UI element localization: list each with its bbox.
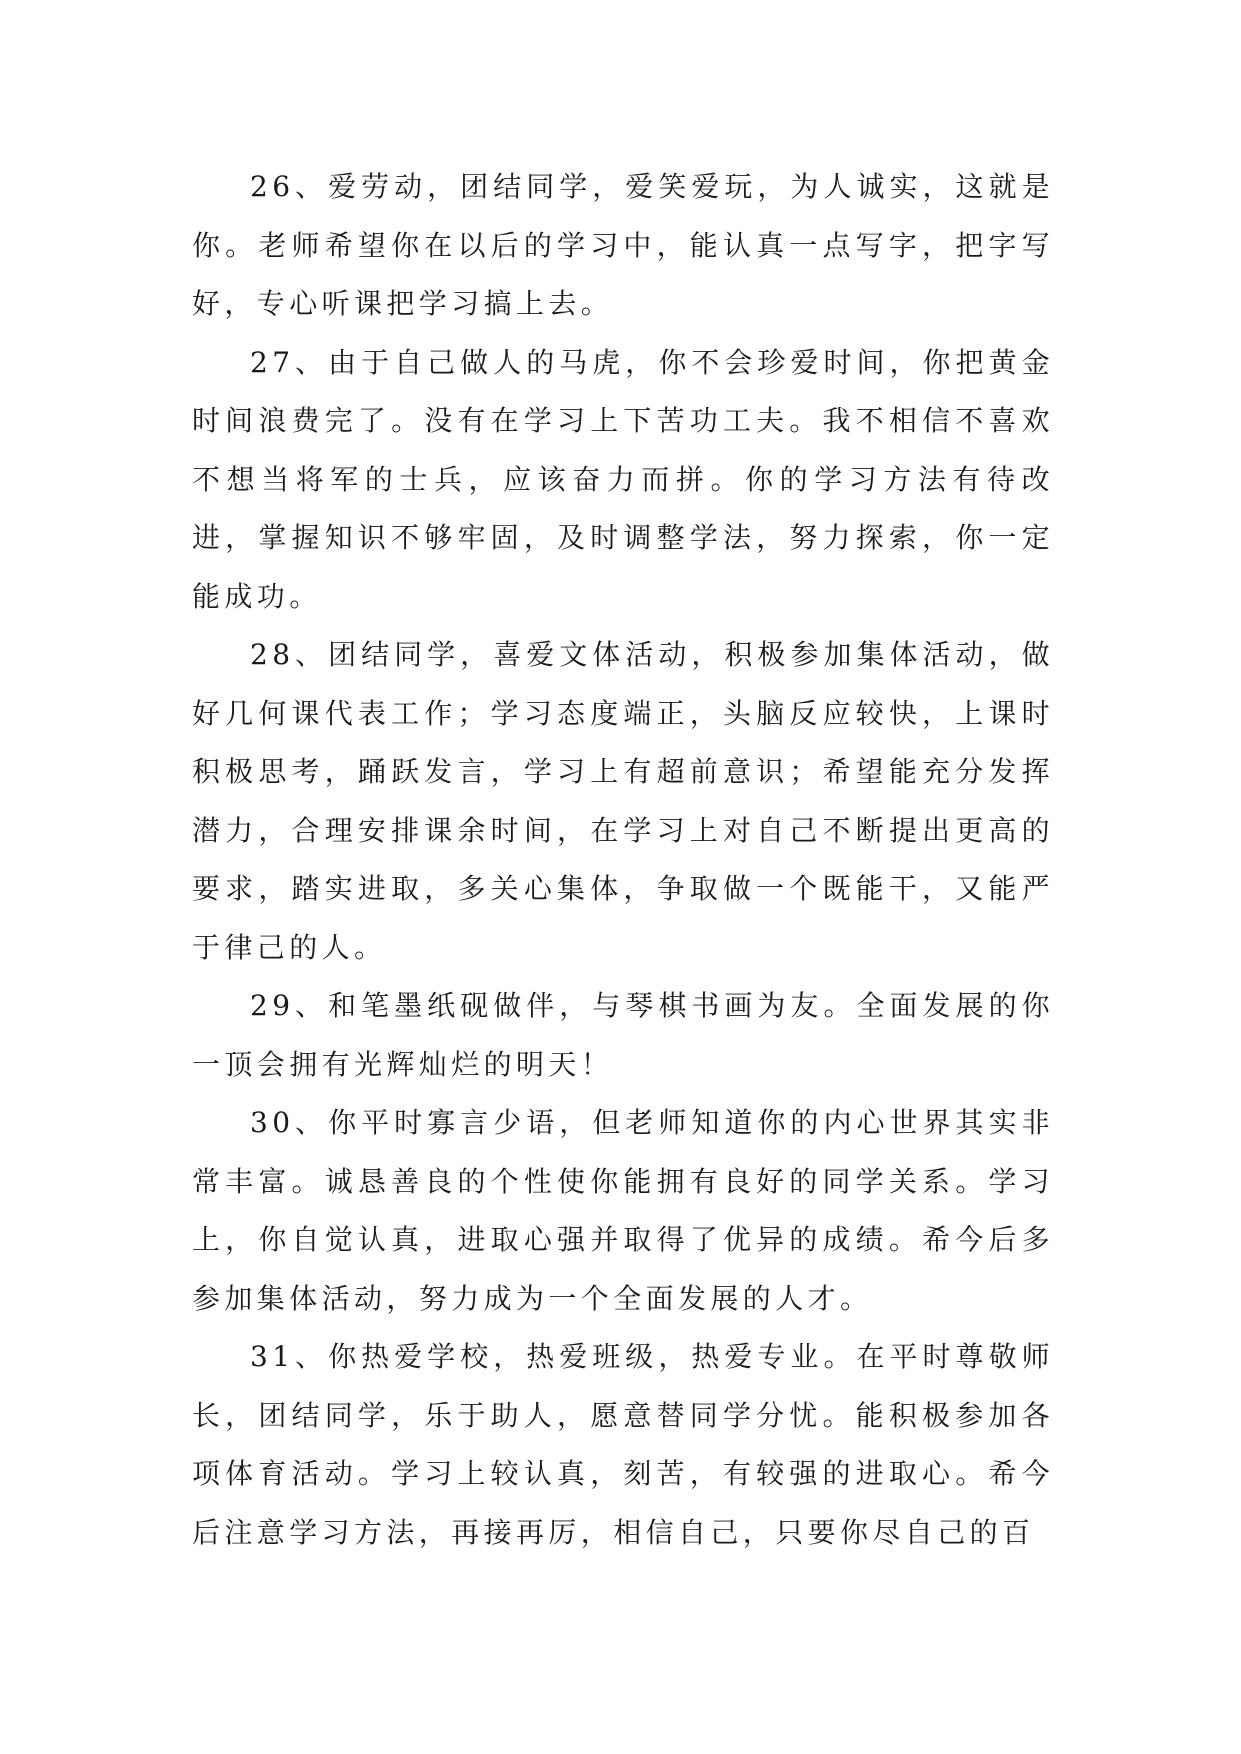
paragraph-28: 28、团结同学，喜爱文体活动，积极参加集体活动，做好几何课代表工作；学习态度端正，头脑反应较快，上课时积极思考，踊跃发言，学习上有超前意识；希望能充分发挥潜力，合理安排课余时间，在学习上对自己不断提出更高的要求，踏实进取，多关心集体，争取做一个既能干，又能严于律己的人。 [192, 638, 1054, 964]
document-body [192, 158, 1054, 1562]
paragraph-26: 26、爱劳动，团结同学，爱笑爱玩，为人诚实，这就是你。老师希望你在以后的学习中，能认真一点写字，把字写好，专心听课把学习搞上去。 [192, 170, 1054, 320]
paragraph-30: 30、你平时寡言少语，但老师知道你的内心世界其实非常丰富。诚恳善良的个性使你能拥有良好的同学关系。学习上，你自觉认真，进取心强并取得了优异的成绩。希今后多参加集体活动，努力成为一个全面发展的人才。 [192, 1106, 1054, 1315]
paragraph-31: 31、你热爱学校，热爱班级，热爱专业。在平时尊敬师长，团结同学，乐于助人，愿意替同学分忧。能积极参加各项体育活动。学习上较认真，刻苦，有较强的进取心。希今后注意学习方法，再接再厉，相信自己，只要你尽自己的百 [192, 1340, 1054, 1549]
paragraph-29: 29、和笔墨纸砚做伴，与琴棋书画为友。全面发展的你一顶会拥有光辉灿烂的明天！ [192, 989, 1054, 1081]
paragraph-27: 27、由于自己做人的马虎，你不会珍爱时间，你把黄金时间浪费完了。没有在学习上下苦功工夫。我不相信不喜欢不想当将军的士兵，应该奋力而拼。你的学习方法有待改进，掌握知识不够牢固，及时调整学法，努力探索，你一定能成功。 [192, 345, 1054, 613]
